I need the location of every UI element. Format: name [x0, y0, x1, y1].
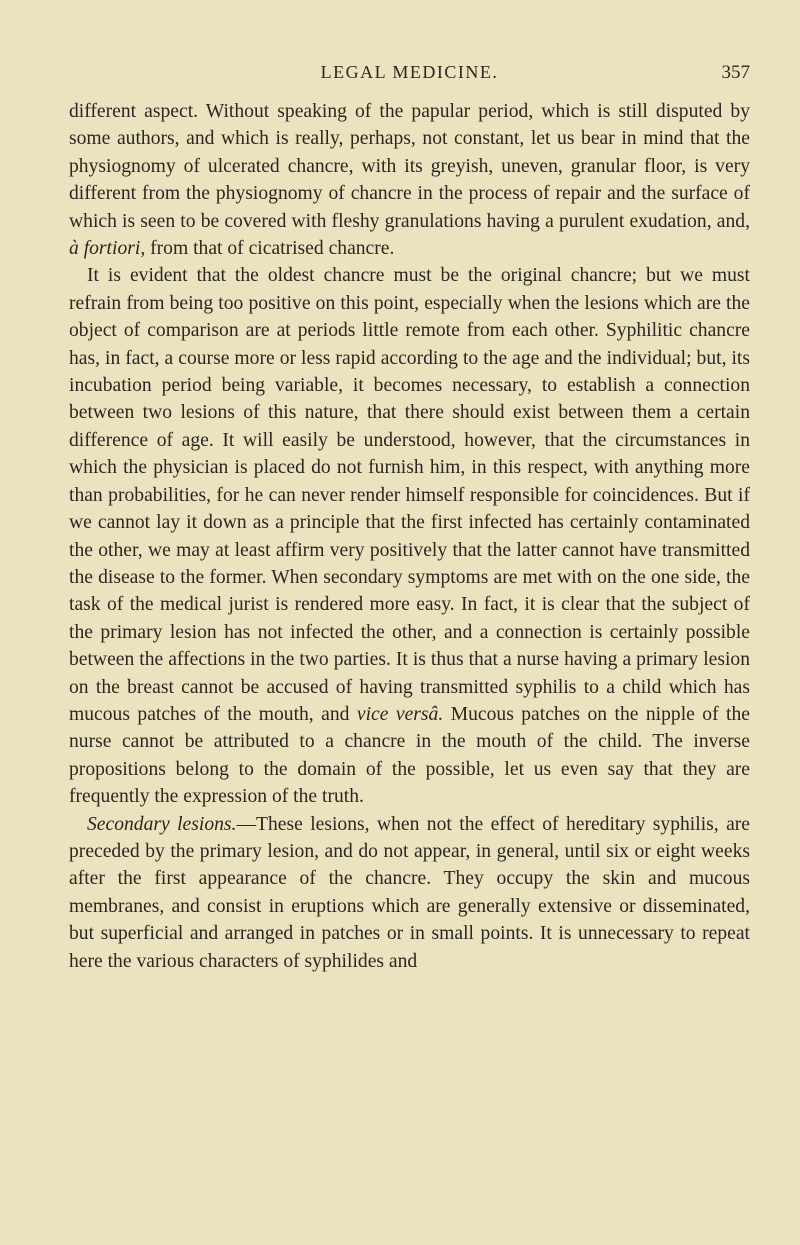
paragraph-secondary-lesions — [69, 811, 750, 975]
running-head — [69, 62, 750, 92]
paragraph-continued — [69, 98, 750, 262]
paragraph-text: Mucous patches on the nipple of the nurse cannot be attributed to a chancre in the mouth of the child. The inverse propositions belong to the domain of the possible, let us even say that they are frequently the expression of the truth. — [69, 703, 750, 808]
page-number: 357 — [721, 62, 750, 83]
running-title: LEGAL MEDICINE. — [320, 62, 499, 82]
paragraph-text: different aspect. Without speaking of the papular period, which is still disputed by some authors, and which is really, perhaps, not constant, let us bear in mind that the physiognomy of ulcerated chancre, with its greyish, uneven, granular floor, is very different from the physiognomy of chancre in the process of repair and the surface of which is seen to be covered with fleshy granulations having a purulent exudation, and, — [69, 101, 750, 232]
paragraph-text: It is evident that the oldest chancre must be the original chancre; but we must refrain from being too positive on this point, especially when the lesions which are the object of comparison are at periods little remote from each other. Syphilitic chancre has, in fact, a course more or less rapid according to the age and the individual; but, its incubation period being variable, it becomes necessary, to establish a connection between two lesions of this nature, that there should exist between them a certain difference of age. It will easily be understood, however, that the circumstances in which the physician is placed do not furnish him, in this respect, with anything more than probabilities, for he can never render himself responsible for coincidences. But if we cannot lay it down as a principle that the first infected has certainly contaminated the other, we may at least affirm very positively that the latter cannot have transmitted the disease to the former. When secondary symptoms are met with on the one side, the task of the medical jurist is rendered more easy. In fact, it is clear that the subject of the primary lesion has not infected the other, and a connection is certainly possible between the affections in the two parties. It is thus that a nurse having a primary lesion on the breast cannot be accused of having transmitted syphilis to a child which has mucous patches of the mouth, and — [69, 265, 750, 725]
body-text — [69, 98, 750, 975]
section-heading-inline: Secondary lesions. — [87, 813, 237, 835]
italic-phrase: vice versâ. — [356, 703, 444, 725]
paragraph — [69, 262, 750, 810]
paragraph-text: —These lesions, when not the effect of hereditary syphilis, are preceded by the primary lesion, and do not appear, in general, until six or eight weeks after the first appearance of the chancre. They occupy the skin and mucous membranes, and consist in eruptions which are generally extensive or disseminated, but superficial and arranged in patches or in small points. It is unnecessary to repeat here the various characters of syphilides and — [69, 813, 750, 972]
italic-phrase: à fortiori, — [69, 238, 146, 260]
paragraph-text: from that of cicatrised chancre. — [150, 238, 395, 260]
